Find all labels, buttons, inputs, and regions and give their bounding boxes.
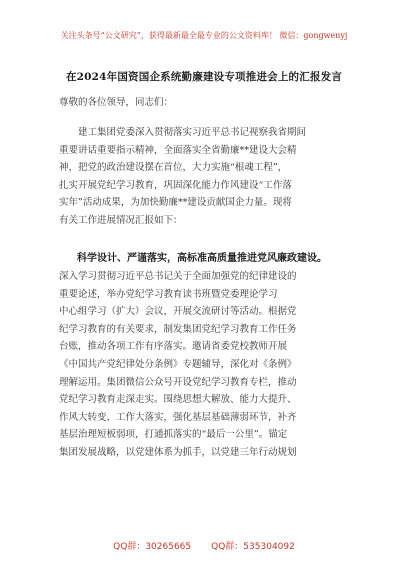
paragraph-line: 扎实开展党纪学习教育，巩固深化能力作风建设“工作落 [59,179,292,191]
intro-paragraph [59,124,355,230]
paragraph-line: 实年”活动成果，为加快勤廉**建设贡献国企力量。现将 [59,197,292,209]
paragraph-line: 有关工作进展情况汇报如下： [59,214,183,226]
paragraph-line: 深入学习贯彻习近平总书记关于全面加强党的纪律建设的 [59,271,297,282]
footer-contact [0,539,408,552]
paragraph-line: 《中国共产党纪律处分条例》专题辅导，深化对《条例》 [59,358,297,370]
paragraph-line: 建工集团党委深入贯彻落实习近平总书记视察我省期间 [59,127,307,138]
paragraph-line: 台账，推动各项工作有序落实。邀请省委党校教师开展 [59,341,288,353]
header-banner: 关注头条号“公文研究”，获得最新最全最专业的公文资料库！ 微信：gongwenyj [60,31,348,40]
salutation: 尊敬的各位领导，同志们： [59,97,174,108]
section-paragraph [59,268,355,462]
document-title: 在2024年国资国企系统勤廉建设专项推进会上的汇报发言 [65,71,343,83]
paragraph-line: 神，把党的政治建设摆在首位，大力实施“根魂工程”， [59,162,288,174]
paragraph-line: 基层治理短板弱项，打通抓落实的“最后一公里”。锚定 [59,429,288,441]
paragraph-line: 理解运用。集团微信公众号开设党纪学习教育专栏，推动 [59,376,297,388]
footer-qq-secondary: QQ群：535304092 [211,542,295,552]
paragraph-line: 党纪学习教育走深走实。围绕思想大解放、能力大提升、 [59,394,297,406]
paragraph-line: 作风大转变、工作大落实，强化基层基础薄弱环节，补齐 [59,411,297,423]
paragraph-line: 重要讲话重要指示精神，全面落实全省勤廉**建设大会精 [59,144,297,156]
paragraph-line: 重要论述，举办党纪学习教育读书班暨党委理论学习 [59,288,278,300]
footer-qq-primary: QQ群：30265665 [113,542,192,552]
paragraph-line: 中心组学习（扩大）会议，开展交流研讨等活动。根据党 [59,306,297,318]
paragraph-line: 纪学习教育的有关要求，制发集团党纪学习教育工作任务 [59,323,297,335]
paragraph-line: 集团发展战略，以党建体系为抓手，以党建三年行动规划 [59,446,297,458]
section-heading: 科学设计、严谨落实，高标准高质量推进党风廉政建设。 [77,253,327,264]
